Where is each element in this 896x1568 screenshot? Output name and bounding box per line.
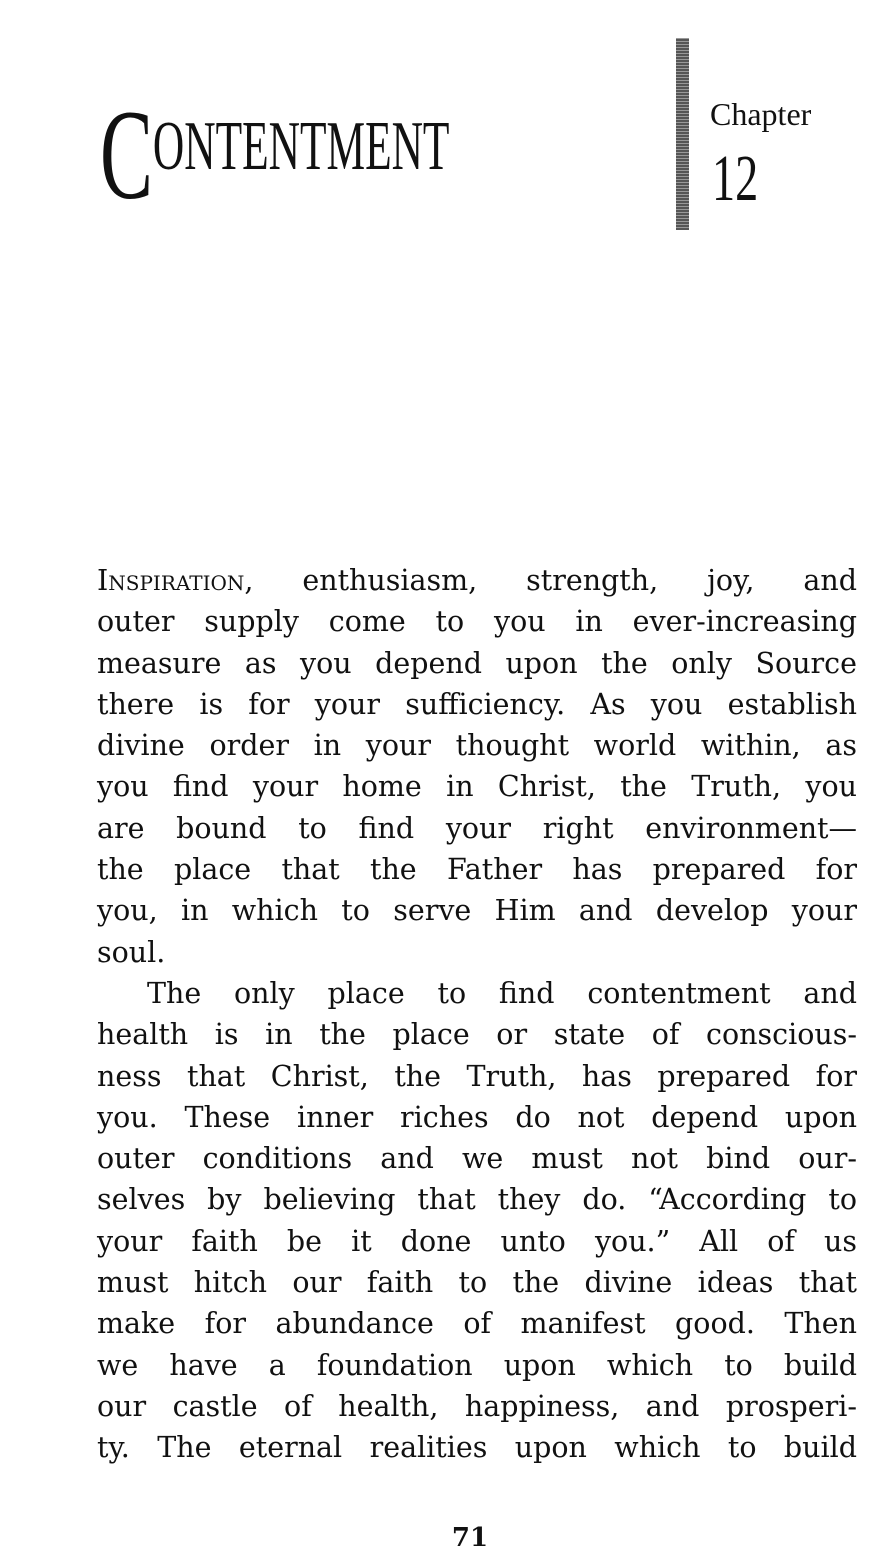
lead-smallcaps: Inspiration xyxy=(97,564,245,597)
text-line: you, in which to serve Him and develop your xyxy=(97,894,857,928)
text-line: soul. xyxy=(97,935,166,969)
text-line xyxy=(97,560,857,601)
text-line: there is for your sufficiency. As you establish xyxy=(97,687,857,721)
text-line: The only place to find contentment and xyxy=(147,976,857,1010)
text-line: ty. The eternal realities upon which to build xyxy=(97,1431,857,1465)
text-line: the place that the Father has prepared for xyxy=(97,853,857,887)
text-line: your faith be it done unto you.” All of us xyxy=(97,1224,857,1258)
text-line: our castle of health, happiness, and prosperi- xyxy=(97,1389,857,1423)
text-line: are bound to find your right environment— xyxy=(97,811,857,845)
chapter-title-initial: C xyxy=(100,84,153,226)
text-line: measure as you depend upon the only Source xyxy=(97,646,857,680)
chapter-title xyxy=(100,84,450,226)
text-line: divine order in your thought world within, as xyxy=(97,729,857,763)
text-line: you. These inner riches do not depend upon xyxy=(97,1100,857,1134)
text-line: we have a foundation upon which to build xyxy=(97,1348,857,1382)
chapter-divider-bar xyxy=(676,38,689,230)
chapter-label: Chapter xyxy=(710,96,812,132)
body-text xyxy=(97,560,857,1469)
text-line: must hitch our faith to the divine ideas that xyxy=(97,1266,857,1300)
text-line: selves by believing that they do. “According to xyxy=(97,1183,857,1217)
chapter-number: 12 xyxy=(712,142,759,215)
text-line: ness that Christ, the Truth, has prepared for xyxy=(97,1059,857,1093)
text-line: outer supply come to you in ever-increasing xyxy=(97,605,857,639)
text-line: make for abundance of manifest good. Then xyxy=(97,1307,857,1341)
text-line: health is in the place or state of conscious- xyxy=(97,1018,857,1052)
chapter-title-rest: ONTENTMENT xyxy=(152,108,450,185)
text-line-rest: , enthusiasm, strength, joy, and xyxy=(244,564,857,597)
page-number: 71 xyxy=(451,1523,489,1553)
text-line: you find your home in Christ, the Truth, you xyxy=(97,770,857,804)
text-line: outer conditions and we must not bind our- xyxy=(97,1142,857,1176)
